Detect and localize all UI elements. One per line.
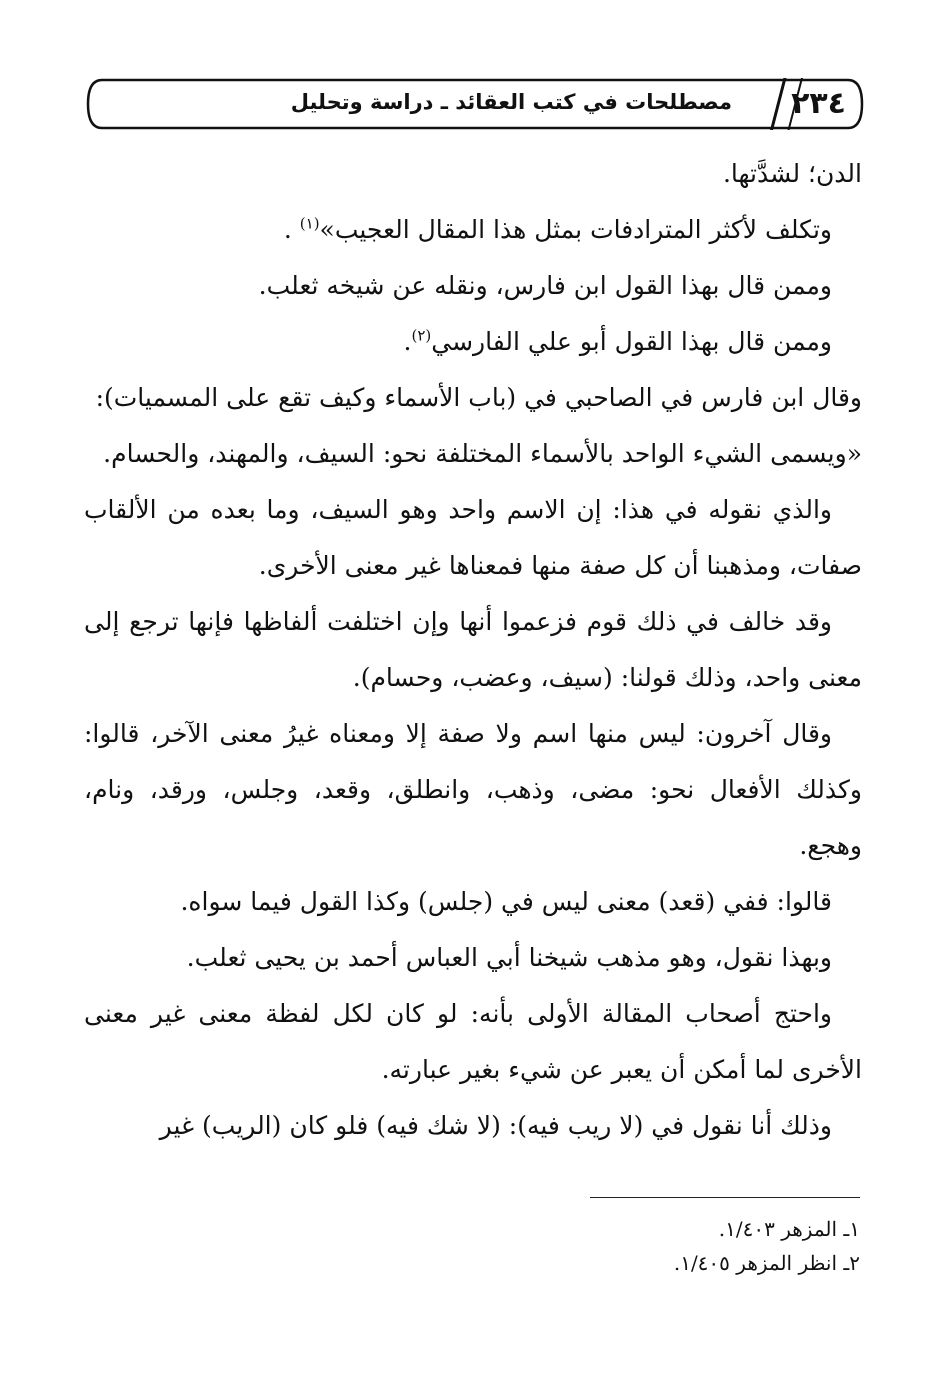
paragraph: وبهذا نقول، وهو مذهب شيخنا أبي العباس أحمد بن يحيى ثعلب. — [186, 943, 832, 972]
paragraph: قالوا: ففي (قعد) معنى ليس في (جلس) وكذا القول فيما سواه. — [180, 887, 832, 916]
text-line: وممن قال بهذا القول أبو علي الفارسي$^{(٢)}$. — [403, 326, 832, 356]
footnote: ٢ـ انظر المزهر ١/٤٠٥. — [673, 1251, 860, 1275]
footnote-separator — [590, 1197, 860, 1198]
paragraph: والذي نقوله في هذا: إن الاسم واحد وهو السيف، وما بعده من الألقاب صفات، ومذهبنا أن كل صفة منها فمعناها غير معنى الأخرى. — [84, 495, 862, 580]
paragraph: وذلك أنا نقول في (لا ريب فيه): (لا شك فيه) فلو كان (الريب) غير — [159, 1111, 832, 1140]
footnote: ١ـ المزهر ١/٤٠٣. — [718, 1217, 860, 1241]
quote-line: «ويسمى الشيء الواحد بالأسماء المختلفة نحو: السيف، والمهند، والحسام. — [103, 439, 862, 468]
footnote-mark: (٢) — [411, 326, 432, 345]
running-title: مصطلحات في كتب العقائد ـ دراسة وتحليل — [290, 90, 732, 114]
footnotes — [360, 1212, 860, 1280]
text-line: الدن؛ لشدَّتها. — [722, 159, 862, 188]
footnote-mark: (١) — [299, 214, 320, 233]
text-line: وقال ابن فارس في الصاحبي في (باب الأسماء وكيف تقع على المسميات): — [95, 383, 862, 412]
running-header — [86, 78, 864, 130]
text-line: وممن قال بهذا القول ابن فارس، ونقله عن شيخه ثعلب. — [258, 271, 832, 300]
page-number: ٢٣٤ — [791, 86, 846, 121]
text-line: وتكلف لأكثر المترادفات بمثل هذا المقال العجيب»$^{(١)}$ . — [283, 214, 832, 244]
paragraph: وقد خالف في ذلك قوم فزعموا أنها وإن اختلفت ألفاظها فإنها ترجع إلى معنى واحد، وذلك قولنا: (سيف، وعضب، وحسام). — [84, 607, 862, 692]
main-text — [84, 146, 862, 1154]
paragraph: واحتج أصحاب المقالة الأولى بأنه: لو كان لكل لفظة معنى غير معنى الأخرى لما أمكن أن يعبر عن شيء بغير عبارته. — [84, 999, 862, 1084]
paragraph: وقال آخرون: ليس منها اسم ولا صفة إلا ومعناه غيرُ معنى الآخر، قالوا: وكذلك الأفعال نحو: مضى، وذهب، وانطلق، وقعد، وجلس، ورقد، ونام، وهجع. — [84, 719, 862, 860]
